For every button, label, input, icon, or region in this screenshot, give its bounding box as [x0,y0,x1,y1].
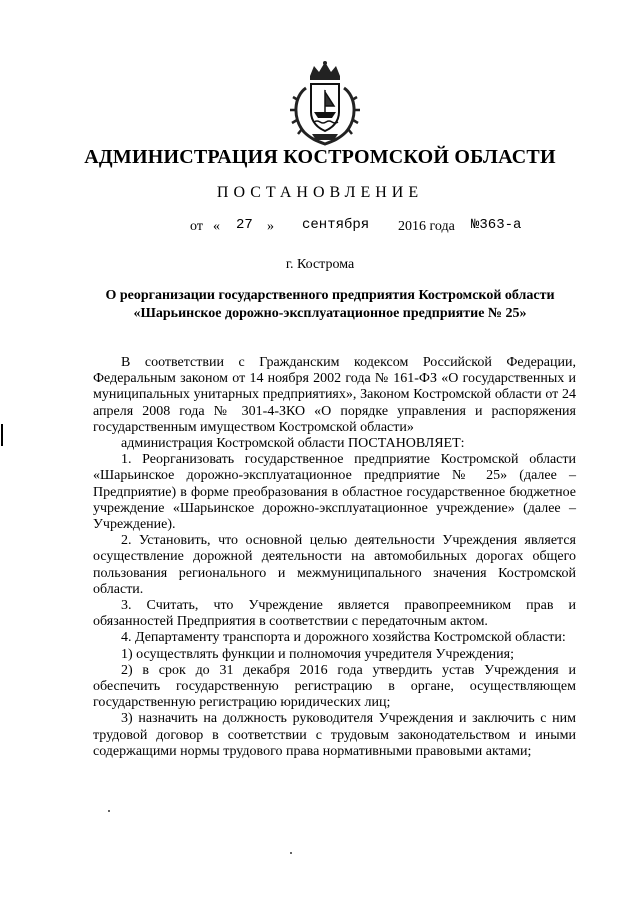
resolution-paragraph: администрация Костромской области ПОСТАНОВЛЯЕТ: [121,436,465,452]
scan-speck [290,852,292,854]
date-year: 2016 года [398,219,455,234]
document-title [60,287,600,323]
title-line-1: О реорганизации государственного предприятия Костромской области [105,288,555,303]
date-month: сентября [302,217,370,233]
item-4-2-paragraph: 2) в срок до 31 декабря 2016 года утвердить устав Учреждения и обеспечить государственную регистрацию в органе, осуществляющем государственную регистрацию юридических лиц; [93,662,576,711]
date-day: 27 [236,217,253,233]
date-close-quote: » [267,219,274,234]
item-4-3-paragraph: 3) назначить на должность руководителя Учреждения и заключить с ним трудовой договор в соответствии с трудовым законодательством и иными содержащими нормы трудового права нормативными правовыми актами; [93,711,576,759]
kostroma-coat-of-arms-icon [288,60,362,146]
document-type: ПОСТАНОВЛЕНИЕ [216,184,424,201]
margin-mark [1,424,3,446]
preamble-paragraph: В соответствии с Гражданским кодексом Российской Федерации, Федеральным законом от 14 ноября 2002 года № 161-ФЗ «О государственных и муниципальных унитарных предприятиях», Законом Костромской области от 24 апреля 2008 года № 301-4-ЗКО «О порядке управления и распоряжения государственным имуществом Костромской области» [93,355,576,435]
organization-name: АДМИНИСТРАЦИЯ КОСТРОМСКОЙ ОБЛАСТИ [84,146,556,168]
title-line-2: «Шарьинское дорожно-эксплуатационное предприятие № 25» [133,306,527,321]
item-4-1-paragraph: 1) осуществлять функции и полномочия учредителя Учреждения; [121,646,514,662]
city: г. Кострома [285,257,355,272]
date-prefix: от [190,219,203,234]
item-4-paragraph: 4. Департаменту транспорта и дорожного хозяйства Костромской области: [121,630,566,646]
item-1-paragraph: 1. Реорганизовать государственное предприятие Костромской области «Шарьинское дорожно-эксплуатационное предприятие № 25» (далее – Предприятие) в форме преобразования в областное государственное бюджетное учреждение «Шарьинское дорожно-эксплуатационное учреждение» (далее – Учреждение). [93,452,576,533]
date-open-quote: « [213,219,220,234]
document-body [93,355,576,760]
item-3-paragraph: 3. Считать, что Учреждение является правопреемником прав и обязанностей Предприятия в соответствии с передаточным актом. [93,598,576,630]
document-number: №363-а [471,217,522,233]
item-2-paragraph: 2. Установить, что основной целью деятельности Учреждения является осуществление дорожной деятельности на автомобильных дорогах общего пользования регионального и межмуниципального значения Костромской области. [93,533,576,597]
scan-speck [108,810,110,812]
